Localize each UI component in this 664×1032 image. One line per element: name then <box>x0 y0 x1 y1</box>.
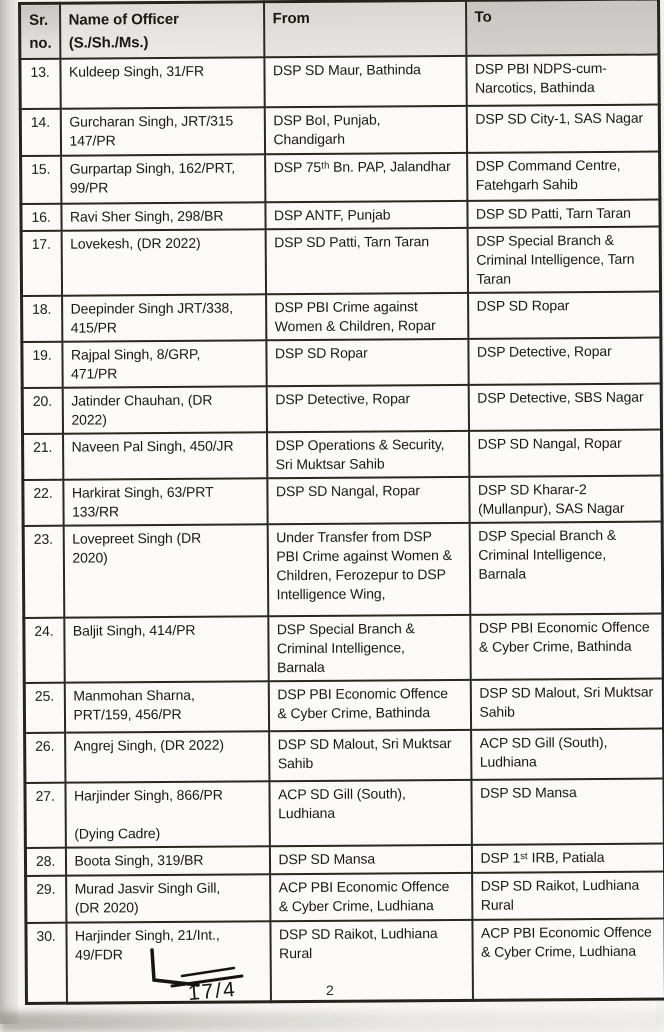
cell-from-posting: DSP SD Ropar <box>266 339 468 386</box>
cell-to-posting: DSP SD Ropar <box>468 292 661 339</box>
col-header-from: From <box>264 0 466 57</box>
cell-from-posting: DSP PBI Economic Offence & Cyber Crime, Bathinda <box>268 680 470 731</box>
table-row <box>26 919 664 1003</box>
table-row <box>23 430 662 480</box>
cell-officer-name: Boota Singh, 319/BR <box>65 846 269 875</box>
cell-officer-name: Gurpartap Singh, 162/PRT, 99/PR <box>61 154 265 203</box>
col-header-name-of-officer: Name of Officer (S./Sh./Ms.) <box>60 2 264 59</box>
table-row <box>25 844 664 876</box>
cell-to-posting: DSP PBI NDPS-cum- Narcotics, Bathinda <box>466 55 659 106</box>
cell-officer-name: Rajpal Singh, 8/GRP, 471/PR <box>62 340 266 387</box>
handwritten-initials <box>130 944 300 1016</box>
cell-from-posting: DSP SD Mansa <box>269 845 471 874</box>
table-body <box>20 55 664 1003</box>
cell-officer-name: Harkirat Singh, 63/PRT 133/RR <box>63 478 267 525</box>
table-row <box>20 105 659 156</box>
cell-to-posting: ACP PBI Economic Offence & Cyber Crime, Ludhiana <box>472 919 664 1000</box>
cell-sr-no: 14. <box>20 109 60 156</box>
cell-officer-name: Lovekesh, (DR 2022) <box>61 229 265 295</box>
cell-from-posting: DSP BoI, Punjab, Chandigarh <box>264 106 466 154</box>
cell-from-posting: DSP Special Branch & Criminal Intelligence, Barnala <box>268 615 470 681</box>
cell-to-posting: DSP SD Patti, Tarn Taran <box>467 200 660 228</box>
cell-sr-no: 30. <box>26 923 67 1003</box>
cell-officer-name: Jatinder Chauhan, (DR 2022) <box>62 386 266 433</box>
table-row <box>24 614 663 683</box>
cell-to-posting: DSP SD City-1, SAS Nagar <box>466 105 659 153</box>
handwritten-note: 17/4 <box>187 977 238 1006</box>
table-row <box>21 227 660 296</box>
cell-officer-name: Baljit Singh, 414/PR <box>64 616 268 682</box>
header-row <box>20 0 659 59</box>
cell-from-posting: ACP SD Gill (South), Ludhiana <box>269 780 471 846</box>
table-row <box>25 779 664 848</box>
cell-to-posting: DSP SD Malout, Sri Muktsar Sahib <box>470 679 663 730</box>
cell-to-posting: DSP SD Kharar-2 (Mullanpur), SAS Nagar <box>469 476 662 523</box>
cell-to-posting: DSP SD Nangal, Ropar <box>469 430 662 477</box>
cell-from-posting: DSP SD Raikot, Ludhiana Rural <box>270 920 473 1001</box>
cell-sr-no: 15. <box>21 156 61 204</box>
cell-from-posting: Under Transfer from DSP PBI Crime against Women & Children, Ferozepur to DSP Intelligence Wing, <box>267 523 470 616</box>
cell-sr-no: 16. <box>21 204 61 231</box>
table-row <box>24 679 663 733</box>
table-row <box>22 292 661 342</box>
cell-to-posting: DSP PBI Economic Offence & Cyber Crime, Bathinda <box>470 614 663 680</box>
cell-from-posting: DSP SD Patti, Tarn Taran <box>265 228 467 294</box>
transfer-table <box>18 0 664 1004</box>
cell-officer-name: Manmohan Sharna, PRT/159, 456/PR <box>64 681 268 732</box>
col-header-to: To <box>465 0 658 56</box>
cell-officer-name: Naveen Pal Singh, 450/JR <box>63 432 267 479</box>
cell-from-posting: DSP SD Maur, Bathinda <box>264 56 466 107</box>
cell-sr-no: 17. <box>21 231 61 296</box>
cell-sr-no: 27. <box>25 783 65 848</box>
cell-to-posting: DSP SD Mansa <box>471 779 664 845</box>
cell-from-posting: DSP Operations & Security, Sri Muktsar Sahib <box>267 431 469 478</box>
cell-to-posting: DSP SD Raikot, Ludhiana Rural <box>472 872 664 920</box>
page-number: 2 <box>326 982 334 998</box>
cell-sr-no: 19. <box>22 342 62 388</box>
cell-sr-no: 26. <box>25 733 65 783</box>
cell-to-posting: DSP Command Centre, Fatehgarh Sahib <box>467 152 660 201</box>
cell-from-posting: DSP SD Malout, Sri Muktsar Sahib <box>269 730 471 781</box>
cell-officer-name: Ravi Sher Singh, 298/BR <box>61 202 265 230</box>
cell-to-posting: DSP Detective, Ropar <box>468 338 661 385</box>
col-header-sr-no: Sr. no. <box>20 3 60 59</box>
cell-from-posting: DSP PBI Crime against Women & Children, Ropar <box>266 293 468 340</box>
cell-from-posting: DSP ANTF, Punjab <box>265 201 467 229</box>
cell-sr-no: 18. <box>22 296 62 342</box>
cell-sr-no: 28. <box>25 848 65 876</box>
cell-to-posting: DSP 1ˢᵗ IRB, Patiala <box>471 844 664 873</box>
cell-sr-no: 13. <box>20 59 60 109</box>
scan-left-margin <box>0 0 18 1024</box>
cell-officer-name: Deepinder Singh JRT/338, 415/PR <box>62 294 266 341</box>
table-row <box>23 476 662 526</box>
cell-sr-no: 25. <box>24 683 64 733</box>
table-row <box>21 152 660 204</box>
cell-sr-no: 23. <box>23 526 64 618</box>
table-row <box>22 338 661 388</box>
table-row <box>20 55 659 109</box>
cell-sr-no: 29. <box>26 876 66 923</box>
cell-from-posting: DSP Detective, Ropar <box>266 385 468 432</box>
cell-officer-name: Harjinder Singh, 866/PR (Dying Cadre) <box>65 781 269 847</box>
cell-sr-no: 20. <box>22 388 62 434</box>
cell-to-posting: DSP Special Branch & Criminal Intelligence, Tarn Taran <box>467 227 660 293</box>
table-row <box>22 384 661 434</box>
cell-sr-no: 22. <box>23 480 63 526</box>
cell-officer-name: Murad Jasvir Singh Gill, (DR 2020) <box>66 874 270 922</box>
cell-officer-name: Lovepreet Singh (DR 2020) <box>63 524 268 617</box>
scan-bottom-smudge <box>0 1012 664 1032</box>
cell-to-posting: DSP Detective, SBS Nagar <box>468 384 661 431</box>
cell-to-posting: ACP SD Gill (South), Ludhiana <box>471 729 664 780</box>
cell-from-posting: DSP 75ᵗʰ Bn. PAP, Jalandhar <box>265 153 467 202</box>
cell-officer-name: Kuldeep Singh, 31/FR <box>60 57 264 108</box>
table-row <box>23 522 663 618</box>
table-row <box>26 872 664 923</box>
cell-officer-name: Angrej Singh, (DR 2022) <box>65 731 269 782</box>
cell-officer-name: Harjinder Singh, 21/Int., 49/FDR <box>66 921 271 1002</box>
transfer-table-wrap <box>18 0 664 1004</box>
cell-from-posting: DSP SD Nangal, Ropar <box>267 477 469 524</box>
cell-sr-no: 24. <box>24 618 64 683</box>
cell-officer-name: Gurcharan Singh, JRT/315 147/PR <box>60 107 264 155</box>
cell-to-posting: DSP Special Branch & Criminal Intelligence, Barnala <box>469 522 663 615</box>
cell-sr-no: 21. <box>23 434 63 480</box>
cell-from-posting: ACP PBI Economic Offence & Cyber Crime, Ludhiana <box>270 873 472 921</box>
table-row <box>25 729 664 783</box>
